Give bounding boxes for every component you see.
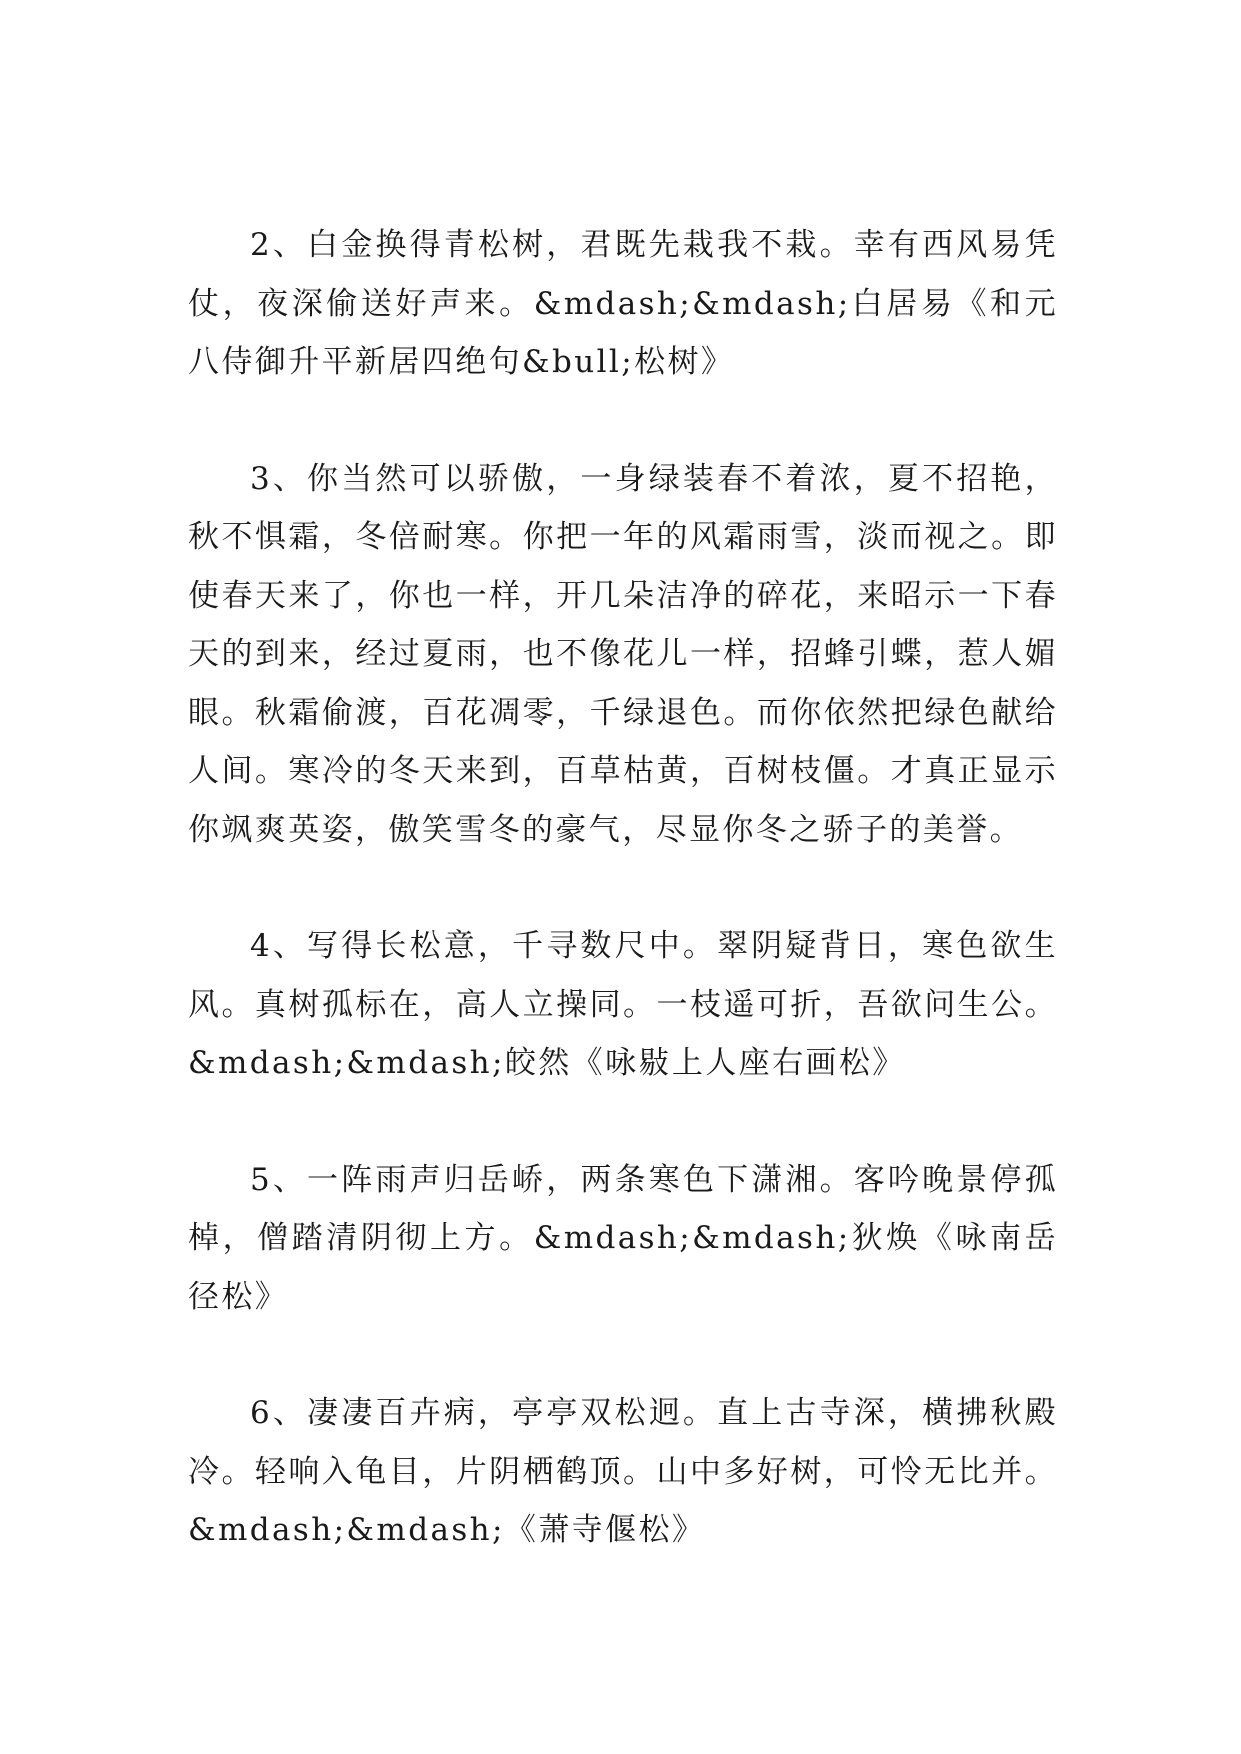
paragraph-6: 6、凄凄百卉病，亭亭双松迥。直上古寺深，横拂秋殿冷。轻响入龟目，片阴栖鹤顶。山中多好树，可怜无比并。&mdash;&mdash;《萧寺偃松》 <box>188 1395 1058 1548</box>
paragraph-4: 4、写得长松意，千寻数尺中。翠阴疑背日，寒色欲生风。真树孤标在，高人立操同。一枝遥可折，吾欲问生公。&mdash;&mdash;皎然《咏敡上人座右画松》 <box>188 928 1058 1081</box>
paragraph-3: 3、你当然可以骄傲，一身绿装春不着浓，夏不招艳，秋不惧霜，冬倍耐寒。你把一年的风霜雨雪，淡而视之。即使春天来了，你也一样，开几朵洁净的碎花，来昭示一下春天的到来，经过夏雨，也不像花儿一样，招蜂引蝶，惹人媚眼。秋霜偷渡，百花凋零，千绿退色。而你依然把绿色献给人间。寒冷的冬天来到，百草枯黄，百树枝僵。才真正显示你飒爽英姿，傲笑雪冬的豪气，尽显你冬之骄子的美誉。 <box>188 460 1058 848</box>
paragraph-5: 5、一阵雨声归岳峤，两条寒色下潇湘。客吟晚景停孤棹，僧踏清阴彻上方。&mdash;&mdash;狄焕《咏南岳径松》 <box>188 1161 1058 1315</box>
paragraph-2: 2、白金换得青松树，君既先栽我不栽。幸有西风易凭仗，夜深偷送好声来。&mdash;&mdash;白居易《和元八侍御升平新居四绝句&bull;松树》 <box>188 227 1058 380</box>
document-body <box>188 216 1058 1560</box>
